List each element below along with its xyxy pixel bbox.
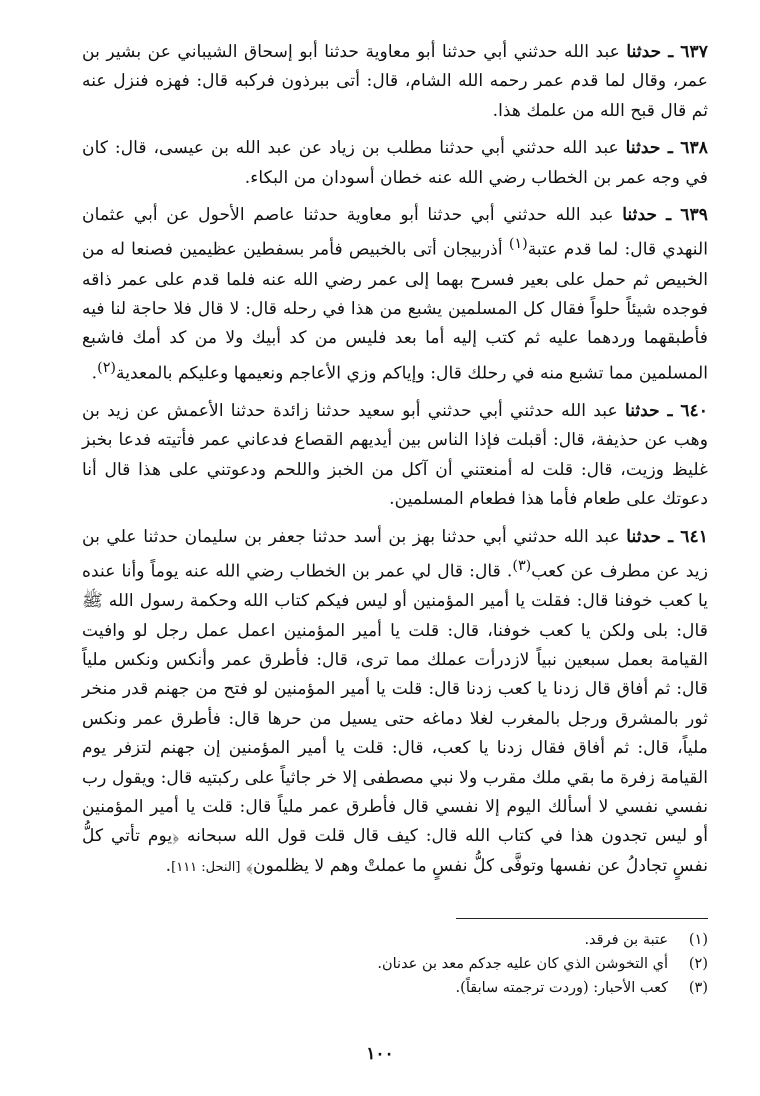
footnote-ref[interactable]: (١): [508, 236, 528, 253]
hadith-number: ٦٣٨: [680, 138, 708, 159]
footnote-text: أي التخوشن الذي كان عليه جدكم معد بن عدنان.: [377, 956, 668, 972]
hadith-641: ٦٤١ ـ حدثنا عبد الله حدثني أبي حدثنا بهز بن أسد حدثنا جعفر بن سليمان حدثنا علي بن زيد عن مطرف عن كعب$^{(٣)}$. قال: قال لي عمر بن الخطاب رضي الله عنه يوماً وأنا عنده يا كعب خوفنا قال: فقلت يا أمير المؤمنين أو ليس فيكم كتاب الله وحكمة رسول الله ﷺ قال: بلى ولكن يا كعب خوفنا، قال: قلت يا أمير المؤمنين اعمل عمل رجل لو وافيت القيامة بعمل سبعين نبياً لازدرأت عملك مما ترى، قال: فأطرق عمر وأنكس ونكس ملياً قال: ثم أفاق قال زدنا يا كعب زدنا قال: قلت يا أمير المؤمنين لو فتح من جهنم قدر منخر ثور بالمشرق ورجل بالمغرب لغلا دماغه حتى يسيل من حرها قال: فأطرق عمر ونكس ملياً، قال: ثم أفاق فقال زدنا يا كعب، قال: قلت يا أمير المؤمنين إن جهنم لتزفر يوم القيامة زفرة ما بقي ملك مقرب ولا نبي مصطفى إلا خر جاثياً على ركبتيه قال: ويقول رب نفسي نفسي لا أسألك اليوم إلا نفسي قال فأطرق عمر ملياً قال: قلت يا أمير المؤمنين أو ليس تجدون هذا في كتاب الله قال: كيف قال قلت قول الله سبحانه ﴿يوم تأتي كلُّ نفسٍ تجادلُ عن نفسها وتوفَّى كلُّ نفسٍ ما عملتْ وهم لا يظلمون﴾ [النحل: ١١١].: [82, 526, 708, 876]
page-number: ١٠٠: [366, 1044, 394, 1064]
hadith-opener: حدثنا: [625, 138, 661, 159]
footnote-number: (٣): [688, 980, 708, 996]
footnote: [82, 952, 708, 976]
footnote-ref[interactable]: (٣): [512, 557, 532, 574]
footnote: [82, 928, 708, 952]
footnote-number: (١): [688, 932, 708, 948]
footnote-ref[interactable]: (٢): [97, 359, 117, 376]
hadith-text: عبد الله حدثني أبي حدثنا أبو معاوية حدثنا أبو إسحاق الشيباني عن بشير بن عمر، وقال لما قدم عمر رحمه الله الشام، قال: أتى ببرذون فركبه قال: فهزه فنزل عنه ثم قال قبح الله من علمك هذا.: [82, 42, 708, 121]
hadith-opener: حدثنا: [626, 526, 662, 547]
footnote-text: عتبة بن فرقد.: [584, 932, 668, 948]
footnote-number: (٢): [688, 956, 708, 972]
footnotes: [82, 928, 708, 1000]
quran-citation: [النحل: ١١١]: [171, 859, 241, 875]
hadith-opener: حدثنا: [626, 42, 662, 62]
hadith-opener: حدثنا: [622, 205, 658, 226]
page-body: [82, 38, 708, 890]
footnote-divider: [456, 918, 708, 919]
hadith-number: ٦٣٩: [680, 205, 708, 226]
hadith-text: عبد الله حدثني أبي حدثني أبو سعيد حدثنا زائدة حدثنا الأعمش عن زيد بن وهب عن حذيفة، قال: أقبلت فإذا الناس بين أيديهم القصاع فدعاني عمر فأتيته فدعا بخبز غليظ وزيت، قال: قلت له أمنعتني أن آكل من الخبز واللحم ودعوتني على هذا قال أنا دعوتك على طعام فأما هذا فطعام المسلمين.: [82, 400, 708, 510]
hadith-639: ٦٣٩ ـ حدثنا عبد الله حدثني أبي حدثنا أبو معاوية حدثنا عاصم الأحول عن أبي عثمان النهدي قال: لما قدم عتبة$^{(١)}$ أذربيجان أتى بالخبيص فأمر بسفطين عظيمين فصنعا له من الخبيص ثم حمل على بعير فسرح بهما إلى عمر رضي الله عنه فلما قدم على عمر ذاقه فوجده شيئاً حلواً فقال كل المسلمين يشبع من هذا في رحله قال: لا قال فلا حاجة لنا فيه فأطبقهما وردهما عليه ثم كتب إليه أما بعد فليس من كد أبيك ولا من كد أمك فاشبع المسلمين مما تشبع منه في رحلك قال: وإياكم وزي الأعاجم ونعيمها وعليكم بالمعدية$^{(٢)}$.: [82, 205, 708, 384]
footnote-text: كعب الأحبار: (وردت ترجمته سابقاً).: [455, 980, 668, 996]
footnote: [82, 976, 708, 1000]
hadith-640: ٦٤٠ ـ حدثنا عبد الله حدثني أبي حدثني أبو سعيد حدثنا زائدة حدثنا الأعمش عن زيد بن وهب عن حذيفة، قال: أقبلت فإذا الناس بين أيديهم القصاع فدعاني عمر فأتيته فدعا بخبز غليظ وزيت، قال: قلت له أمنعتني أن آكل من الخبز واللحم ودعوتني على هذا قال أنا دعوتك على طعام فأما هذا فطعام المسلمين.: [82, 400, 709, 510]
hadith-text: عبد الله حدثني أبي حدثنا مطلب بن زياد عن عبد الله بن عيسى، قال: كان في وجه عمر بن الخطاب رضي الله عنه خطان أسودان من البكاء.: [82, 138, 708, 188]
hadith-text: عبد الله حدثني أبي حدثنا بهز بن أسد حدثنا جعفر بن سليمان حدثنا علي بن زيد عن مطرف عن كعب: [82, 526, 708, 582]
hadith-number: ٦٤٠: [680, 400, 709, 421]
hadith-text-continued: . قال: قال لي عمر بن الخطاب رضي الله عنه يوماً وأنا عنده يا كعب خوفنا قال: فقلت يا أمير المؤمنين أو ليس فيكم كتاب الله وحكمة رسول الله ﷺ قال: بلى ولكن يا كعب خوفنا، قال: قلت يا أمير المؤمنين اعمل عمل رجل لو وافيت القيامة بعمل سبعين نبياً لازدرأت عملك مما ترى، قال: فأطرق عمر وأنكس ونكس ملياً قال: ثم أفاق قال زدنا يا كعب زدنا قال: قلت يا أمير المؤمنين لو فتح من جهنم قدر منخر ثور بالمشرق ورجل بالمغرب لغلا دماغه حتى يسيل من حرها قال: فأطرق عمر ونكس ملياً، قال: ثم أفاق فقال زدنا يا كعب، قال: قلت يا أمير المؤمنين إن جهنم لتزفر يوم القيامة زفرة ما بقي ملك مقرب ولا نبي مصطفى إلا خر جاثياً على ركبتيه قال: ويقول رب نفسي نفسي لا أسألك اليوم إلا نفسي قال فأطرق عمر ملياً قال: قلت يا أمير المؤمنين أو ليس تجدون هذا في كتاب الله قال: كيف قال قلت قول الله سبحانه ﴿يوم تأتي كلُّ نفسٍ تجادلُ عن نفسها وتوفَّى كلُّ نفسٍ ما عملتْ وهم لا يظلمون﴾: [82, 561, 708, 876]
hadith-638: ٦٣٨ ـ حدثنا عبد الله حدثني أبي حدثنا مطلب بن زياد عن عبد الله بن عيسى، قال: كان في وجه عمر بن الخطاب رضي الله عنه خطان أسودان من البكاء.: [82, 138, 708, 188]
hadith-opener: حدثنا: [624, 400, 660, 421]
hadith-text: عبد الله حدثني أبي حدثنا أبو معاوية حدثنا عاصم الأحول عن أبي عثمان النهدي قال: لما قدم عتبة: [82, 205, 708, 261]
hadith-text-continued: أذربيجان أتى بالخبيص فأمر بسفطين عظيمين فصنعا له من الخبيص ثم حمل على بعير فسرح بهما إلى عمر رضي الله عنه فلما قدم على عمر ذاقه فوجده شيئاً حلواً فقال كل المسلمين يشبع من هذا في رحله قال: لا قال فلا حاجة لنا فيه فأطبقهما وردهما عليه ثم كتب إليه أما بعد فليس من كد أبيك ولا من كد أمك فاشبع المسلمين مما تشبع منه في رحلك قال: وإياكم وزي الأعاجم ونعيمها وعليكم بالمعدية: [82, 240, 708, 384]
hadith-number: ٦٣٧: [680, 42, 708, 62]
hadith-number: ٦٤١: [680, 526, 708, 547]
hadith-637: ٦٣٧ ـ حدثنا عبد الله حدثني أبي حدثنا أبو معاوية حدثنا أبو إسحاق الشيباني عن بشير بن عمر، وقال لما قدم عمر رحمه الله الشام، قال: أتى ببرذون فركبه قال: فهزه فنزل عنه ثم قال قبح الله من علمك هذا.: [82, 42, 708, 121]
